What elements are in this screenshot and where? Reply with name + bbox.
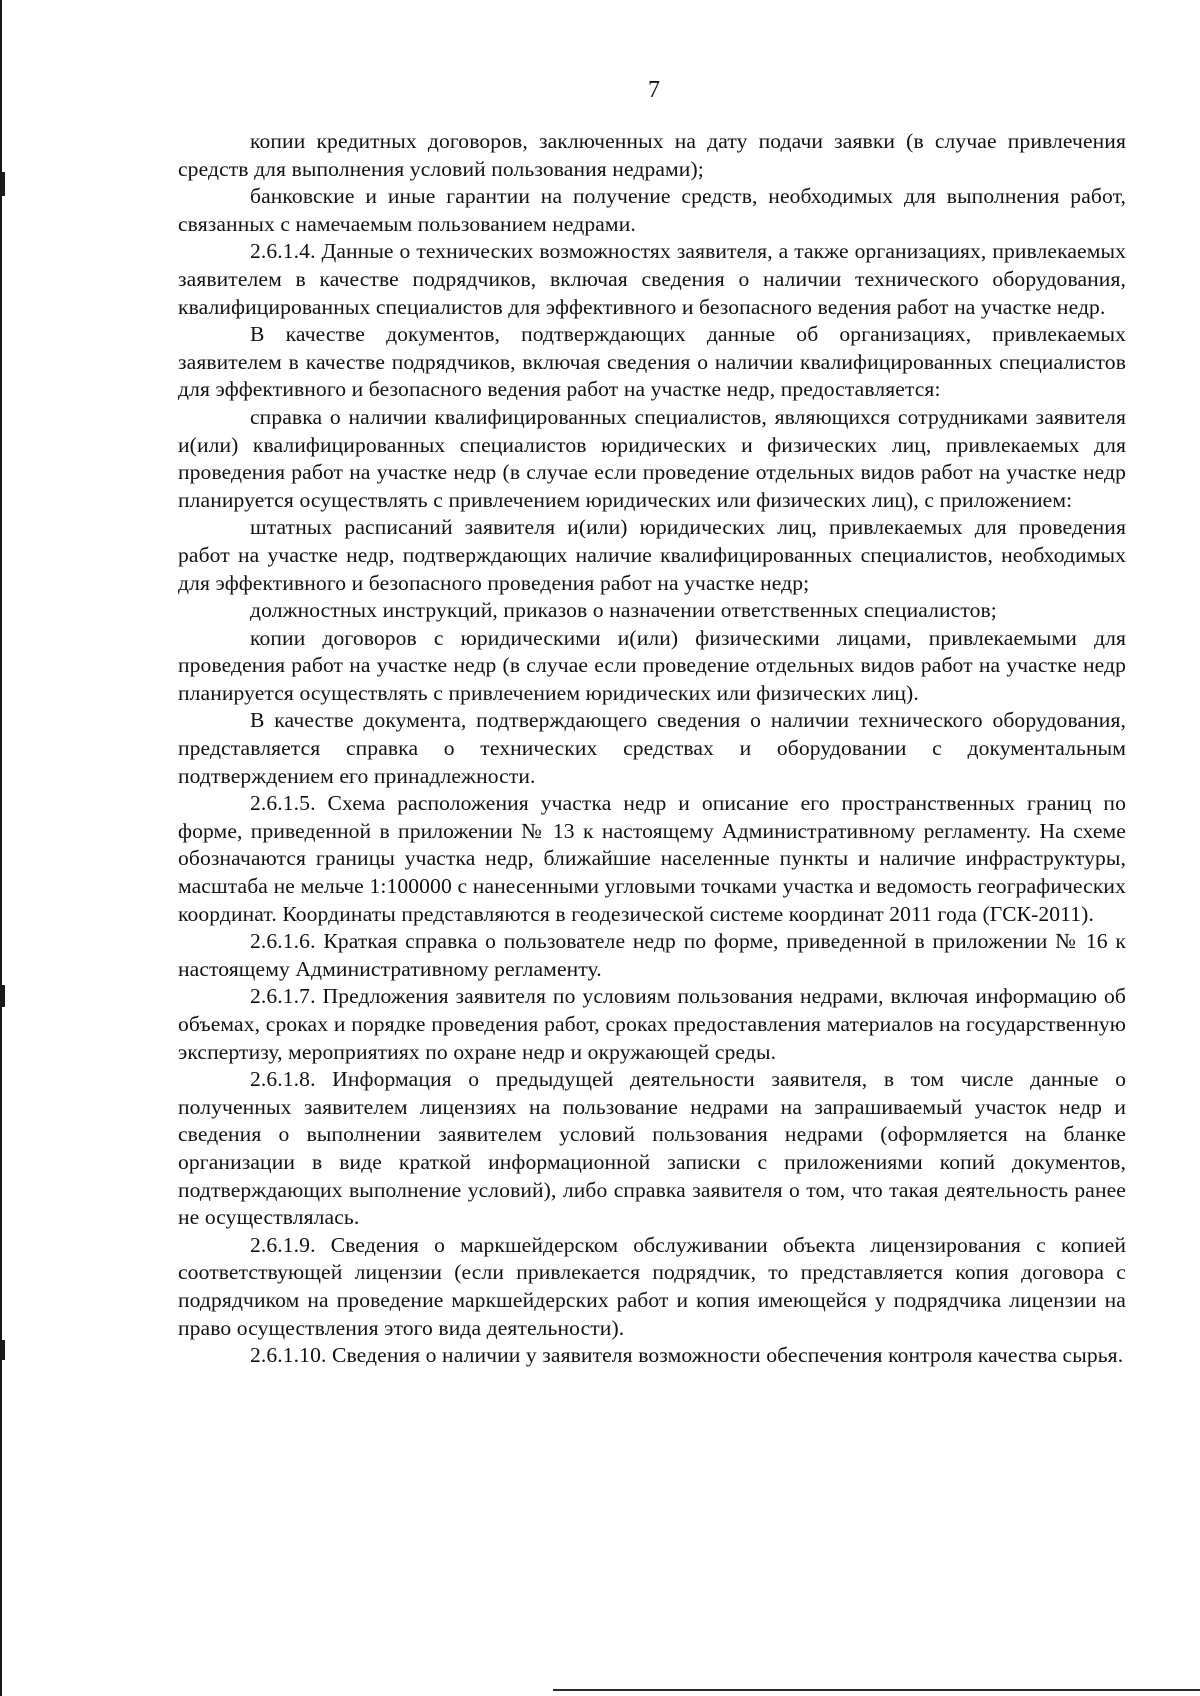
paragraph: 2.6.1.9. Сведения о маркшейдерском обслуживании объекта лицензирования с копией соответствующей лицензии (если привлекается подрядчик, то представляется копия договора с подрядчиком на проведение маркшейдерских работ и копия имеющейся у подрядчика лицензии на право осуществления этого вида деятельности). (178, 1232, 1126, 1340)
scan-edge-mark-lower (2, 1340, 5, 1360)
paragraph: банковские и иные гарантии на получение средств, необходимых для выполнения работ, связанных с намечаемым пользованием недрами. (178, 184, 1126, 236)
paragraph: должностных инструкций, приказов о назначении ответственных специалистов; (250, 598, 997, 623)
paragraph: справка о наличии квалифицированных специалистов, являющихся сотрудниками заявителя и(или) квалифицированных специалистов юридических и физических лиц, привлекаемых для проведения работ на участке недр (в случае если проведение отдельных видов работ на участке недр планируется осуществлять с привлечением юридических или физических лиц), с приложением: (178, 404, 1126, 512)
paragraph: копии договоров с юридическими и(или) физическими лицами, привлекаемыми для проведения работ на участке недр (в случае если проведение отдельных видов работ на участке недр планируется осуществлять с привлечением юридических или физических лиц). (178, 625, 1126, 705)
paragraph: 2.6.1.4. Данные о технических возможностях заявителя, а также организациях, привлекаемых заявителем в качестве подрядчиков, включая сведения о наличии технического оборудования, квалифицированных специалистов для эффективного и безопасного ведения работ на участке недр. (178, 239, 1126, 319)
paragraph: 2.6.1.7. Предложения заявителя по условиям пользования недрами, включая информацию об объемах, сроках и порядке проведения работ, сроках предоставления материалов на государственную экспертизу, мероприятиях по охране недр и окружающей среды. (178, 984, 1126, 1064)
paragraph: штатных расписаний заявителя и(или) юридических лиц, привлекаемых для проведения работ на участке недр, подтверждающих наличие квалифицированных специалистов, необходимых для эффективного и безопасного проведения работ на участке недр; (178, 515, 1126, 595)
scan-left-edge (0, 0, 2, 1696)
paragraph: 2.6.1.6. Краткая справка о пользователе недр по форме, приведенной в приложении № 16 к настоящему Административному регламенту. (178, 929, 1126, 981)
paragraph: копии кредитных договоров, заключенных на дату подачи заявки (в случае привлечения средств для выполнения условий пользования недрами); (178, 129, 1126, 181)
paragraph: В качестве документов, подтверждающих данные об организациях, привлекаемых заявителем в качестве подрядчиков, включая сведения о наличии квалифицированных специалистов для эффективного и безопасного ведения работ на участке недр, предоставляется: (178, 322, 1126, 402)
document-body (178, 128, 1126, 1370)
scan-edge-mark-top (2, 172, 5, 196)
paragraph: 2.6.1.8. Информация о предыдущей деятельности заявителя, в том числе данные о полученных заявителем лицензиях на пользование недрами на запрашиваемый участок недр и сведения о выполнении заявителем условий пользования недрами (оформляется на бланке организации в виде краткой информационной записки с приложениями копий документов, подтверждающих выполнение условий), либо справка заявителя о том, что такая деятельность ранее не осуществлялась. (178, 1067, 1126, 1230)
paragraph: В качестве документа, подтверждающего сведения о наличии технического оборудования, представляется справка о технических средствах и оборудовании с документальным подтверждением его принадлежности. (178, 708, 1126, 788)
scan-edge-mark-middle (2, 985, 5, 1007)
paragraph: 2.6.1.10. Сведения о наличии у заявителя возможности обеспечения контроля качества сырья. (250, 1343, 1124, 1368)
page-number: 7 (648, 77, 660, 103)
scan-bottom-line (553, 1689, 1200, 1691)
paragraph: 2.6.1.5. Схема расположения участка недр и описание его пространственных границ по форме, приведенной в приложении № 13 к настоящему Административному регламенту. На схеме обозначаются границы участка недр, ближайшие населенные пункты и наличие инфраструктуры, масштаба не мельче 1:100000 с нанесенными угловыми точками участка и ведомость географических координат. Координаты представляются в геодезической системе координат 2011 года (ГСК-2011). (178, 791, 1126, 926)
